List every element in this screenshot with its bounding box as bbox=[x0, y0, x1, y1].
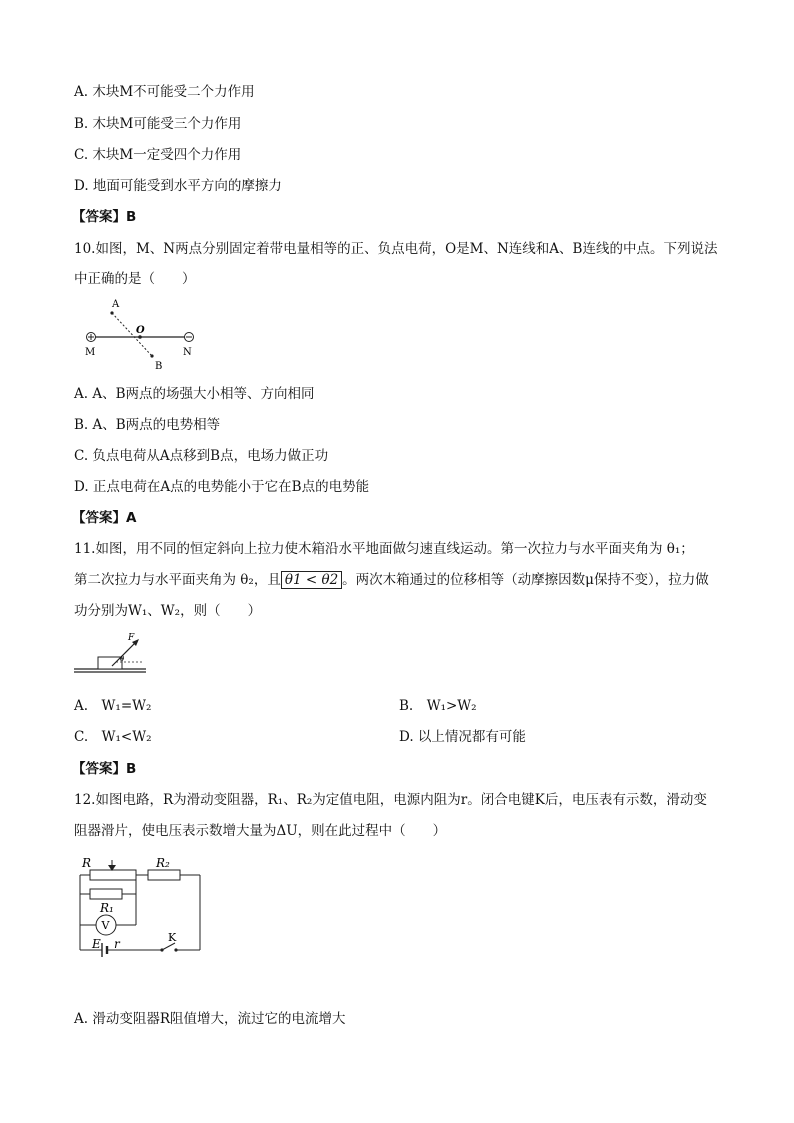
q11-stem-line2 bbox=[74, 571, 709, 589]
label-f: F bbox=[128, 633, 135, 643]
label-r1: R₁ bbox=[100, 901, 114, 915]
q11-stem-line3: 功分别为W₁、W₂，则（ ） bbox=[74, 603, 262, 619]
q9-answer: 【答案】B bbox=[72, 209, 137, 225]
q10-option-c: C. 负点电荷从A点移到B点，电场力做正功 bbox=[74, 448, 329, 464]
q9-option-a: A. 木块M不可能受二个力作用 bbox=[74, 84, 255, 100]
ab-dashed-line bbox=[112, 313, 152, 356]
q11-answer: 【答案】B bbox=[72, 761, 137, 777]
rheostat-r bbox=[90, 870, 136, 880]
q11-option-b: B. W₁>W₂ bbox=[399, 698, 477, 714]
positive-charge-icon bbox=[87, 333, 96, 342]
negative-charge-icon bbox=[185, 333, 194, 342]
label-r2: R₂ bbox=[156, 856, 170, 870]
label-m: M bbox=[85, 347, 96, 358]
label-theta: θ bbox=[120, 655, 125, 663]
point-a bbox=[110, 311, 113, 314]
q11-angle-inequality: θ1 < θ2 bbox=[281, 571, 342, 589]
switch-k-icon bbox=[162, 943, 175, 950]
q11-stem-line1: 11.如图，用不同的恒定斜向上拉力使木箱沿水平地面做匀速直线运动。第一次拉力与水平面夹角为 θ₁； bbox=[74, 541, 694, 557]
label-e: E bbox=[92, 937, 101, 951]
point-b bbox=[150, 354, 153, 357]
q12-stem-line1: 12.如图电路，R为滑动变阻器，R₁、R₂为定值电阻，电源内阻为r。闭合电键K后，电压表有示数，滑动变 bbox=[74, 792, 707, 808]
q12-option-a: A. 滑动变阻器R阻值增大，流过它的电流增大 bbox=[74, 1011, 346, 1027]
q10-option-a: A. A、B两点的场强大小相等、方向相同 bbox=[74, 386, 315, 402]
resistor-r2 bbox=[148, 870, 180, 880]
q10-answer: 【答案】A bbox=[72, 510, 137, 526]
q11-figure-box-pulled bbox=[74, 630, 154, 680]
q9-option-d: D. 地面可能受到水平方向的摩擦力 bbox=[74, 178, 282, 194]
label-internal-r: r bbox=[114, 937, 120, 951]
label-b: B bbox=[155, 361, 163, 372]
q10-option-b: B. A、B两点的电势相等 bbox=[74, 417, 221, 433]
resistor-r1 bbox=[90, 889, 122, 899]
q10-stem-line2: 中正确的是（ ） bbox=[74, 271, 196, 287]
q12-figure-circuit bbox=[74, 852, 209, 962]
q9-option-c: C. 木块M一定受四个力作用 bbox=[74, 147, 242, 163]
q11-stem-line2-b: 。两次木箱通过的位移相等（动摩擦因数μ保持不变），拉力做 bbox=[342, 572, 709, 588]
q11-option-a: A. W₁=W₂ bbox=[74, 698, 152, 714]
q11-option-d: D. 以上情况都有可能 bbox=[399, 729, 526, 745]
label-v: V bbox=[101, 919, 110, 932]
q12-stem-line2: 阻器滑片，使电压表示数增大量为ΔU，则在此过程中（ ） bbox=[74, 823, 447, 839]
q10-option-d: D. 正点电荷在A点的电势能小于它在B点的电势能 bbox=[74, 479, 370, 495]
switch-contact bbox=[174, 948, 177, 951]
q10-stem-line1: 10.如图，M、N两点分别固定着带电量相等的正、负点电荷，O是M、N连线和A、B连线的中点。下列说法 bbox=[74, 241, 718, 257]
q10-figure-charges bbox=[78, 294, 208, 374]
label-o: O bbox=[136, 325, 145, 336]
q9-option-b: B. 木块M可能受三个力作用 bbox=[74, 116, 242, 132]
label-n: N bbox=[183, 347, 192, 358]
q11-stem-line2-a: 第二次拉力与水平面夹角为 θ₂，且 bbox=[74, 572, 281, 588]
label-k: K bbox=[168, 931, 177, 944]
label-r: R bbox=[82, 856, 92, 870]
label-a: A bbox=[112, 299, 120, 310]
q11-option-c: C. W₁<W₂ bbox=[74, 729, 152, 745]
